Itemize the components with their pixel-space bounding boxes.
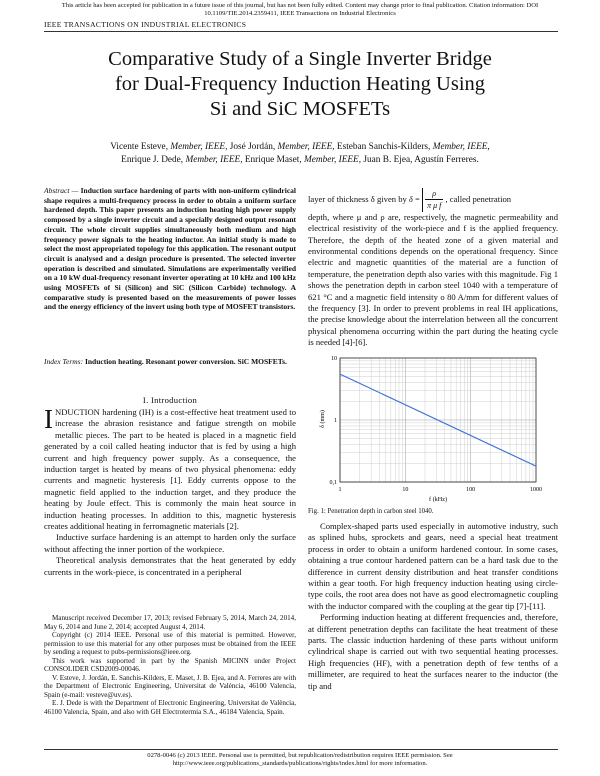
section-heading: I. Introduction [142, 395, 198, 405]
drop-cap: I [44, 404, 53, 434]
footer-line-2: http://www.ieee.org/publications_standards/publications/rights/index.html for more information. [172, 760, 428, 767]
right-paragraph-1: depth, where μ and ρ are, respectively, the magnetic permeability and electrical resistivity of the work-piece and f is the applied frequency. Therefore, the depth of the heated zone of a given material and environmental conditions depends on the operational frequency. Since electric and magnetic quantities of the material are a function of temperature, the penetration depth also varies with this magnitude. Fig 1 shows the penetration depth in carbon steel 1040 with a temperature of 621 °C and a magnetic field intensity o 80 A/mm for different values of the frequency [3]. In order to prevent problems in real IH applications, the precise knowledge about the interrelation between all the concurrent physical phenomena occurring within the part during the heating cycle is needed [4]-[6]. [308, 211, 558, 348]
title-line-1: Comparative Study of a Single Inverter Bridge [108, 48, 492, 70]
notice-line-1: This article has been accepted for publication in a future issue of this journal, but has not been fully edited. Content may change prior to final publication. Citation information: DOI [61, 2, 539, 9]
footnote-funding: This work was supported in part by the Spanish MICINN under Project CONSOLIDER CSD2009-00046. [44, 656, 296, 673]
author-4: Enrique J. Dede, [121, 155, 184, 165]
title-line-3: Si and SiC MOSFETs [209, 98, 391, 120]
author-2: José Jordán, [229, 142, 276, 152]
copyright-footer [20, 752, 580, 768]
footnote-copyright: Copyright (c) 2014 IEEE. Personal use of this material is permitted. However, permission to use this material for any other purposes must be obtained from the IEEE by sending a request to pubs-permissions@ieee.org. [44, 631, 296, 656]
y-tick-label: 1 [334, 418, 337, 424]
penetration-depth-formula [409, 188, 443, 212]
figure-caption: Fig. 1: Penetration depth in carbon steel 1040. [308, 508, 434, 515]
preprint-notice [8, 2, 592, 18]
title-line-2: for Dual-Frequency Induction Heating Using [114, 73, 486, 95]
x-tick-label: 100 [466, 487, 476, 493]
intro-paragraph-1: NDUCTION hardening (IH) is a cost-effective heat treatment used to increase the abrasion resistance and fatigue strength on mobile metallic pieces. The part to be heated is placed in a magnetic field generated by a coil called heating inductor that is fed by using a high current and high frequency power supply. As a consequence, the induction target is heated by means of two physical phenomena: eddy currents and magnetic hysteresis [1]. Eddy currents oppose to the magnetic field applied to the induction target, and they produce the heating by Joule effect. This is commonly the main heat source in induction heating processes. In addition to this, magnetic hysteresis creates additional heating in ferromagnetic materials [2]. [44, 407, 296, 532]
right-column-top [308, 188, 558, 349]
author-6-7: Juan B. Ejea, Agustín Ferreres. [363, 155, 479, 165]
chart-y-label: δ (mm) [320, 410, 326, 428]
abstract-text: Induction surface hardening of parts with non-uniform cylindrical shape requires a multi-frequency process in order to obtain a uniform surface hardened depth. This paper presents an induction heating high power supply composed by a single inverter circuit and a specially designed output resonant circuit. The whole circuit supplies simultaneously both medium and high frequency power signals to the heating inductor. An initial study is made to select the most appropriated topology for this application. The resonant output circuit is analysed and a design procedure is presented. The selected inverter operation is described and simulated. Simulations are experimentally verified on a 10 kW dual-frequency resonant inverter operating at 10 kHz and 100 kHz using MOSFETs of Si (Silicon) and SiC (Silicon Carbide) technology. A comparative study is presented based on the measurements of power losses and the energy efficiency of the invert using both type of MOSFET transistors. [44, 186, 296, 312]
intro-paragraph-2: Inductive surface hardening is an attempt to harden only the surface without affecting the inner portion of the workpiece. [44, 532, 296, 554]
penetration-depth-sentence [308, 188, 558, 212]
y-tick-label: 10 [331, 356, 337, 362]
paper-title [60, 47, 540, 122]
right-column-bottom [308, 521, 558, 692]
footer-rule [44, 749, 558, 750]
x-tick-label: 10 [402, 487, 409, 493]
introduction-body [44, 404, 296, 578]
chart-x-label: f (kHz) [428, 496, 448, 503]
author-3: Esteban Sanchis-Kilders, [336, 142, 431, 152]
author-5: Enrique Maset, [244, 155, 302, 165]
formula-denominator: π μ f [427, 201, 442, 211]
index-terms-text: Induction heating. Resonant power conversion. SiC MOSFETs. [84, 357, 287, 366]
author-1: Vicente Esteve, [110, 142, 169, 152]
text-layer-of-thickness: layer of thickness δ given by [308, 193, 407, 204]
author-list [50, 141, 550, 167]
notice-line-2: 10.1109/TIE.2014.2359411, IEEE Transactions on Industrial Electronics [204, 10, 396, 17]
text-called-penetration: , called penetration [445, 193, 512, 204]
author-2-membership: Member, IEEE, [277, 142, 335, 152]
footnote-affiliation-1: V. Esteve, J. Jordán, E. Sanchis-Kilders, E. Maset, J. B. Ejea, and A. Ferreres are with the Department of Electronic Engineering, Universitat de València, 46100 Valencia, Spain (e-mail: vesteve@uv.es). [44, 673, 296, 699]
footer-line-1: 0278-0046 (c) 2013 IEEE. Personal use is permitted, but republication/redistribution requires IEEE permission. See [147, 752, 453, 759]
footnotes [44, 614, 296, 716]
formula-lhs: δ = [408, 194, 421, 204]
index-terms-label: Index Terms: [44, 357, 84, 366]
formula-numerator: ρ [425, 188, 443, 200]
penetration-depth-chart [318, 352, 550, 504]
author-4-membership: Member, IEEE, [185, 155, 243, 165]
footnote-received: Manuscript received December 17, 2013; revised February 5, 2014, March 24, 2014, May 6, 2014 and June 2, 2014; accepted August 4, 2014. [44, 614, 296, 631]
x-tick-label: 1000 [530, 487, 542, 493]
journal-name: IEEE TRANSACTIONS ON INDUSTRIAL ELECTRONICS [44, 20, 247, 29]
right-paragraph-3: Performing induction heating at different frequencies and, therefore, at different penetration depths can facilitate the heat treatment of these parts. The classic induction hardening of these parts without uniform cylindrical shape is carried out with two sequential heating processes. High frequencies (HF), with a penetration depth of few tenths of a millimeter, are required to heat the surfaces nearer to the inductor (the tip and [308, 612, 558, 691]
author-1-membership: Member, IEEE, [170, 142, 228, 152]
x-tick-label: 1 [338, 487, 342, 493]
abstract [44, 186, 296, 312]
index-terms [44, 357, 296, 367]
author-3-membership: Member, IEEE, [432, 142, 490, 152]
right-paragraph-2: Complex-shaped parts used especially in automotive industry, such as splined hubs, sprockets and gears, need a special heat treatment process in order to obtain a uniform hardened contour. In some cases, obtaining a true contour hardened pattern can be a hard task due to the difference in current density distribution and heat transfer conditions within a gear tooth. For high frequency induction heating using circle-type coils, the root area does not have as good electromagnetic coupling with the inductor compared with the coupling at the gear tip [7]-[11]. [308, 521, 558, 611]
header-rule [44, 31, 558, 32]
footnote-affiliation-2: E. J. Dede is with the Department of Electronic Engineering, Universitat de València, 46100 Valencia, Spain, and also with GH Electrotermia S.A., 46184 Valencia, Spain. [44, 699, 296, 716]
intro-paragraph-3: Theoretical analysis demonstrates that the heat generated by eddy currents in the work-piece, is concentrated in a peripheral [44, 555, 296, 577]
abstract-label: Abstract — [44, 186, 79, 195]
y-tick-label: 0,1 [329, 480, 337, 486]
author-5-membership: Member, IEEE, [304, 155, 362, 165]
